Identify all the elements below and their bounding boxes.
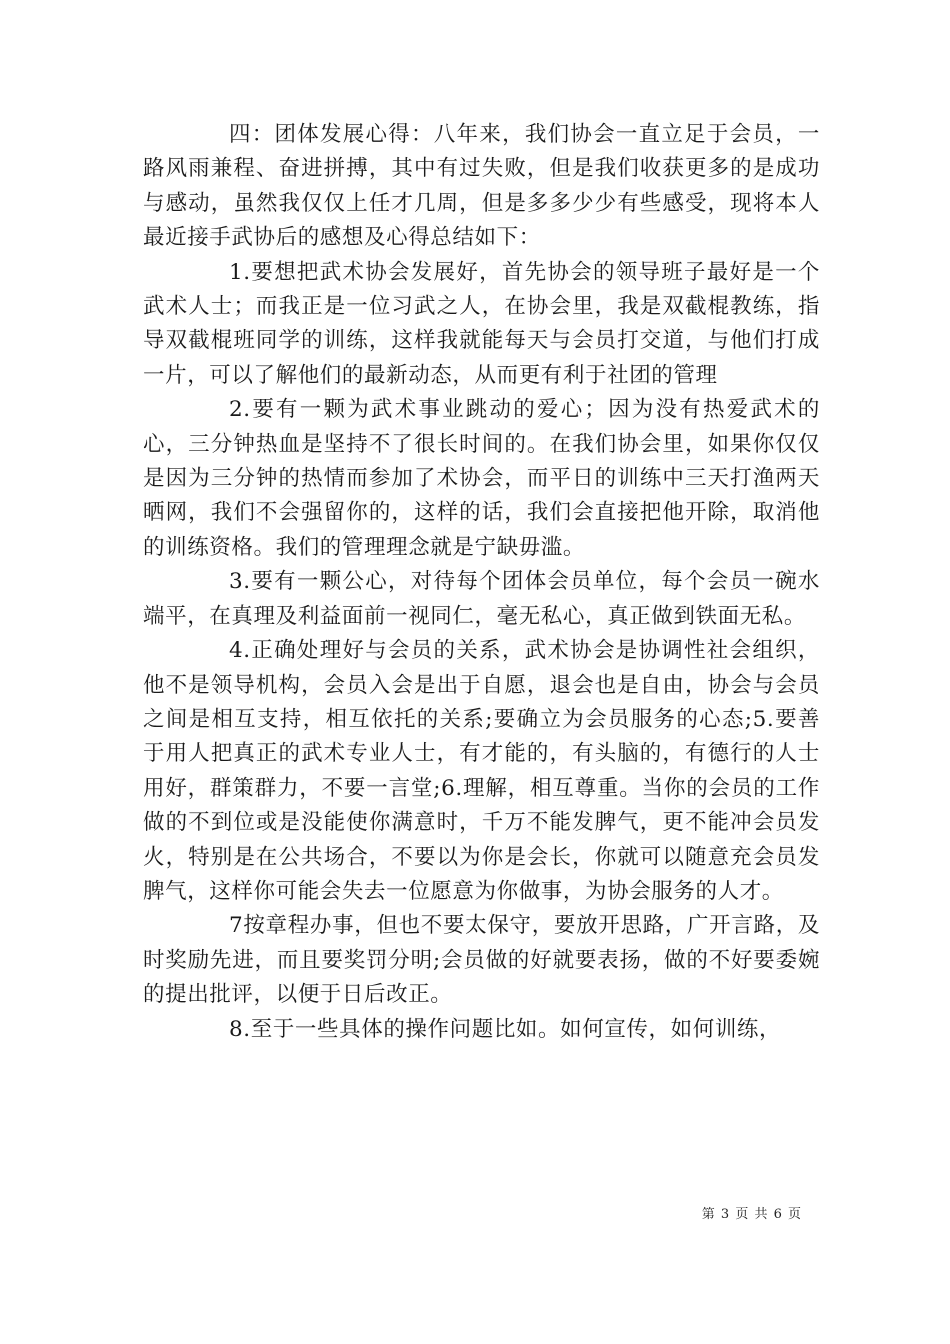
- paragraph-point-4: 4.正确处理好与会员的关系，武术协会是协调性社会组织，他不是领导机构，会员入会是出于自愿，退会也是自由，协会与会员之间是相互支持，相互依托的关系;要确立为会员服务的心态;5.要善于用人把真正的武术专业人士，有才能的，有头脑的，有德行的人士用好，群策群力，不要一言堂;6.理解，相互尊重。当你的会员的工作做的不到位或是没能使你满意时，千万不能发脾气，更不能冲会员发火，特别是在公共场合，不要以为你是会长，你就可以随意充会员发脾气，这样你可能会失去一位愿意为你做事，为协会服务的人才。: [143, 638, 820, 904]
- document-body: [143, 118, 820, 1047]
- page-number: 第 3 页 共 6 页: [701, 1207, 802, 1222]
- paragraph-point-8: 8.至于一些具体的操作问题比如。如何宣传，如何训练，: [229, 1016, 782, 1042]
- paragraph-point-1: 1.要想把武术协会发展好，首先协会的领导班子最好是一个武术人士；而我正是一位习武之人，在协会里，我是双截棍教练，指导双截棍班同学的训练，这样我就能每天与会员打交道，与他们打成一片，可以了解他们的最新动态，从而更有利于社团的管理: [143, 259, 820, 388]
- paragraph-group-development: 四：团体发展心得：八年来，我们协会一直立足于会员，一路风雨兼程、奋进拼搏，其中有过失败，但是我们收获更多的是成功与感动，虽然我仅仅上任才几周，但是多多少少有些感受，现将本人最近接手武协后的感想及心得总结如下：: [143, 122, 820, 251]
- paragraph-point-2: 2.要有一颗为武术事业跳动的爱心；因为没有热爱武术的心，三分钟热血是坚持不了很长时间的。在我们协会里，如果你仅仅是因为三分钟的热情而参加了术协会，而平日的训练中三天打渔两天晒网，我们不会强留你的，这样的话，我们会直接把他开除，取消他的训练资格。我们的管理理念就是宁缺毋滥。: [143, 397, 820, 560]
- paragraph-point-7: 7按章程办事，但也不要太保守，要放开思路，广开言路，及时奖励先进，而且要奖罚分明;会员做的好就要表扬，做的不好要委婉的提出批评，以便于日后改正。: [143, 913, 820, 1008]
- paragraph-point-3: 3.要有一颗公心，对待每个团体会员单位，每个会员一碗水端平，在真理及利益面前一视同仁，毫无私心，真正做到铁面无私。: [143, 569, 820, 629]
